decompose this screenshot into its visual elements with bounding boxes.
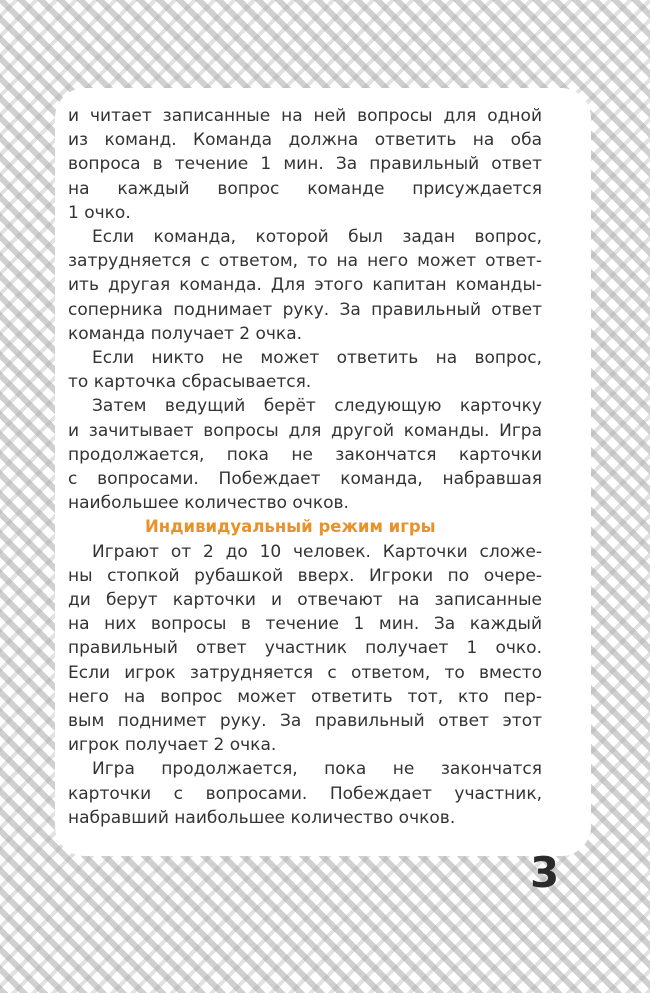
paragraph bbox=[68, 757, 542, 830]
text-line: соперника поднимает руку. За правильный ответ bbox=[68, 299, 542, 320]
text-block bbox=[68, 104, 542, 830]
paragraph bbox=[68, 225, 542, 346]
text-line: ны стопкой рубашкой вверх. Игроки по очере- bbox=[68, 565, 542, 586]
text-line: набравший наибольшее количество очков. bbox=[68, 807, 456, 828]
text-line: затрудняется с ответом, то на него может ответ- bbox=[68, 251, 542, 272]
text-line: Если команда, которой был задан вопрос, bbox=[92, 227, 542, 248]
text-line: из команд. Команда должна ответить на оба bbox=[68, 130, 542, 151]
text-line: продолжается, пока не закончатся карточки bbox=[68, 444, 542, 465]
text-line: Игра продолжается, пока не закончатся bbox=[92, 759, 542, 780]
text-line: наибольшее количество очков. bbox=[68, 493, 349, 514]
text-line: на каждый вопрос команде присуждается bbox=[68, 178, 542, 199]
text-line: ить другая команда. Для этого капитан команды- bbox=[68, 275, 542, 296]
paragraph bbox=[68, 540, 542, 758]
text-line: вопроса в течение 1 мин. За правильный ответ bbox=[68, 154, 542, 175]
text-line: него на вопрос может ответить тот, кто пер- bbox=[68, 686, 542, 707]
text-line: Если игрок затрудняется с ответом, то вместо bbox=[68, 662, 542, 683]
page-number: 3 bbox=[530, 848, 560, 897]
text-line: то карточка сбрасывается. bbox=[68, 372, 312, 393]
text-line: и читает записанные на ней вопросы для одной bbox=[68, 106, 542, 126]
paragraph bbox=[68, 346, 542, 394]
section-heading: Индивидуальный режим игры bbox=[145, 517, 436, 537]
text-line: вым поднимет руку. За правильный ответ этот bbox=[68, 711, 542, 732]
text-line: Если никто не может ответить на вопрос, bbox=[92, 348, 542, 369]
text-line: с вопросами. Побеждает команда, набравшая bbox=[68, 469, 542, 490]
text-line: на них вопросы в течение 1 мин. За каждый bbox=[68, 614, 542, 635]
text-line: карточки с вопросами. Побеждает участник, bbox=[68, 783, 542, 804]
paragraph bbox=[68, 394, 542, 515]
text-line: игрок получает 2 очка. bbox=[68, 735, 277, 756]
text-line: правильный ответ участник получает 1 очко. bbox=[68, 638, 542, 659]
text-line: команда получает 2 очка. bbox=[68, 323, 303, 344]
text-line: и зачитывает вопросы для другой команды. Игра bbox=[68, 420, 542, 441]
paragraph bbox=[68, 104, 542, 225]
text-line: Играют от 2 до 10 человек. Карточки сложе- bbox=[92, 541, 542, 562]
text-line: 1 очко. bbox=[68, 202, 131, 223]
text-line: ди берут карточки и отвечают на записанные bbox=[68, 590, 542, 611]
text-line: Затем ведущий берёт следующую карточку bbox=[92, 396, 542, 417]
